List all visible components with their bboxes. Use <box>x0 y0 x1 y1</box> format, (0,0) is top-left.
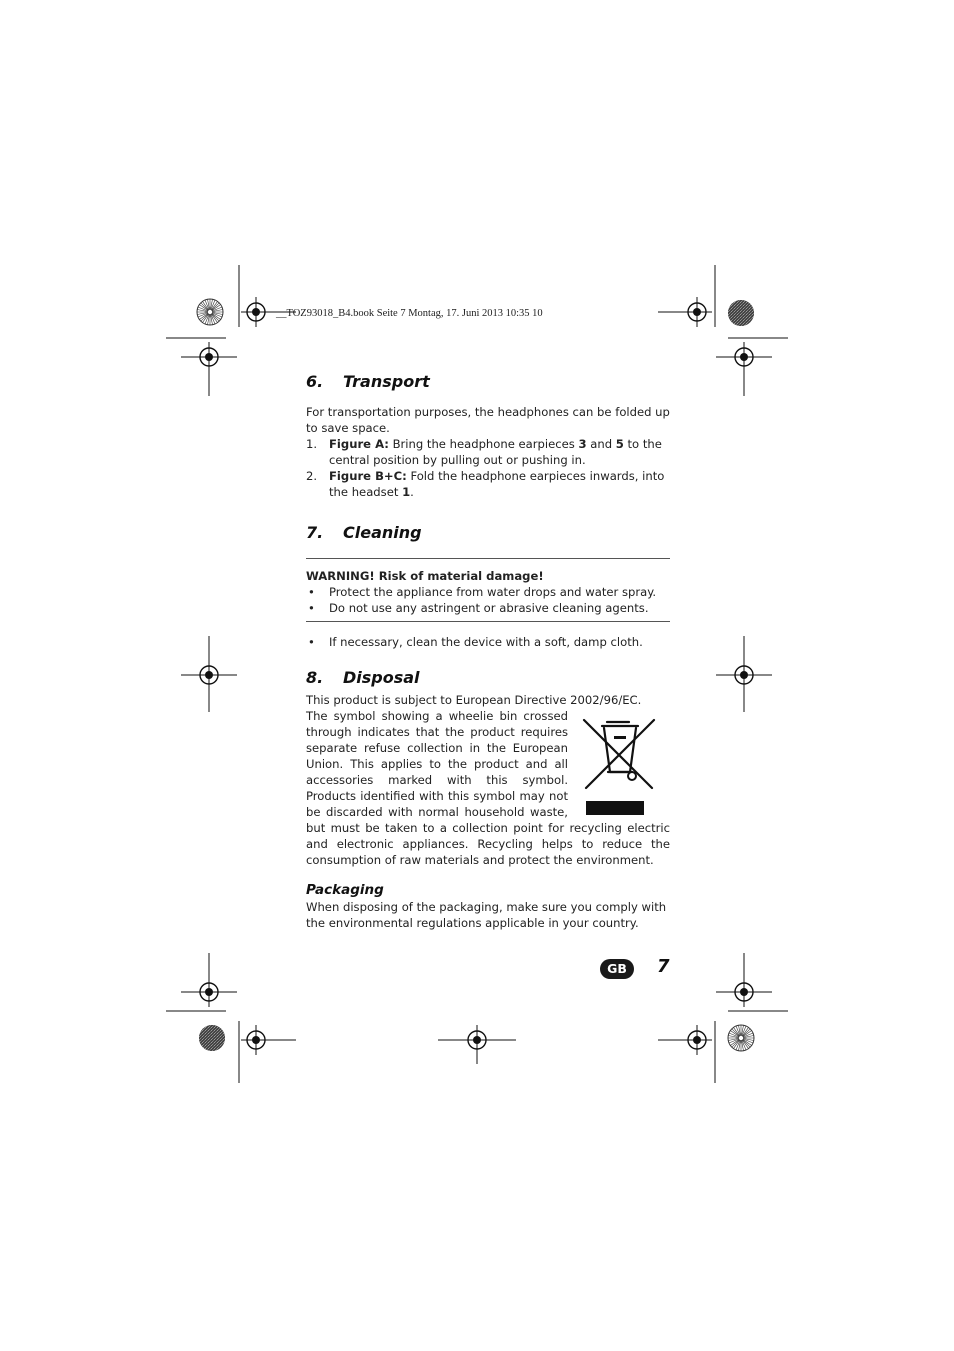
warning-title: WARNING! Risk of material damage! <box>306 569 544 583</box>
transport-intro: For transportation purposes, the headphones can be folded up to save space. <box>306 405 670 435</box>
section-heading-cleaning: 7. Cleaning <box>306 523 422 542</box>
warning-box <box>306 558 670 622</box>
crossed-wheelie-bin-icon <box>574 708 670 820</box>
page-number: 7 <box>657 956 670 977</box>
section-heading-disposal: 8. Disposal <box>306 668 420 687</box>
list-item: 1. Figure A: Bring the headphone earpieces 3 and 5 to the central position by pulling out or pushing in. <box>306 437 662 467</box>
warning-list <box>306 584 670 616</box>
packaging-body: When disposing of the packaging, make sure you comply with the environmental regulations applicable in your country. <box>306 900 667 930</box>
transport-steps <box>306 436 670 500</box>
list-item: • Do not use any astringent or abrasive cleaning agents. <box>308 601 649 615</box>
section-heading-transport: 6. Transport <box>306 372 430 391</box>
packaging-heading: Packaging <box>306 882 384 898</box>
list-item: • Protect the appliance from water drops and water spray. <box>308 585 657 599</box>
list-item: • If necessary, clean the device with a soft, damp cloth. <box>308 635 643 649</box>
cleaning-list <box>306 634 670 650</box>
country-badge: GB <box>600 959 634 979</box>
disposal-body-wrap <box>306 708 670 868</box>
list-item: 2. Figure B+C: Fold the headphone earpieces inwards, into the headset 1. <box>306 469 665 499</box>
disposal-body: The symbol showing a wheelie bin crossed through indicates that the product requires separate refuse collection in the European Union. This applies to the product and all accessories marked with this symbol. Products identified with this symbol may not be discarded with normal household waste, but must be taken to a collection point for recycling electric and electronic appliances. Recycling helps to reduce the consumption of raw materials and protect the environment. <box>306 709 670 867</box>
disposal-directive: This product is subject to European Directive 2002/96/EC. <box>306 693 642 707</box>
print-header-stamp: __TOZ93018_B4.book Seite 7 Montag, 17. Juni 2013 10:35 10 <box>276 308 543 319</box>
page-content <box>306 372 670 931</box>
